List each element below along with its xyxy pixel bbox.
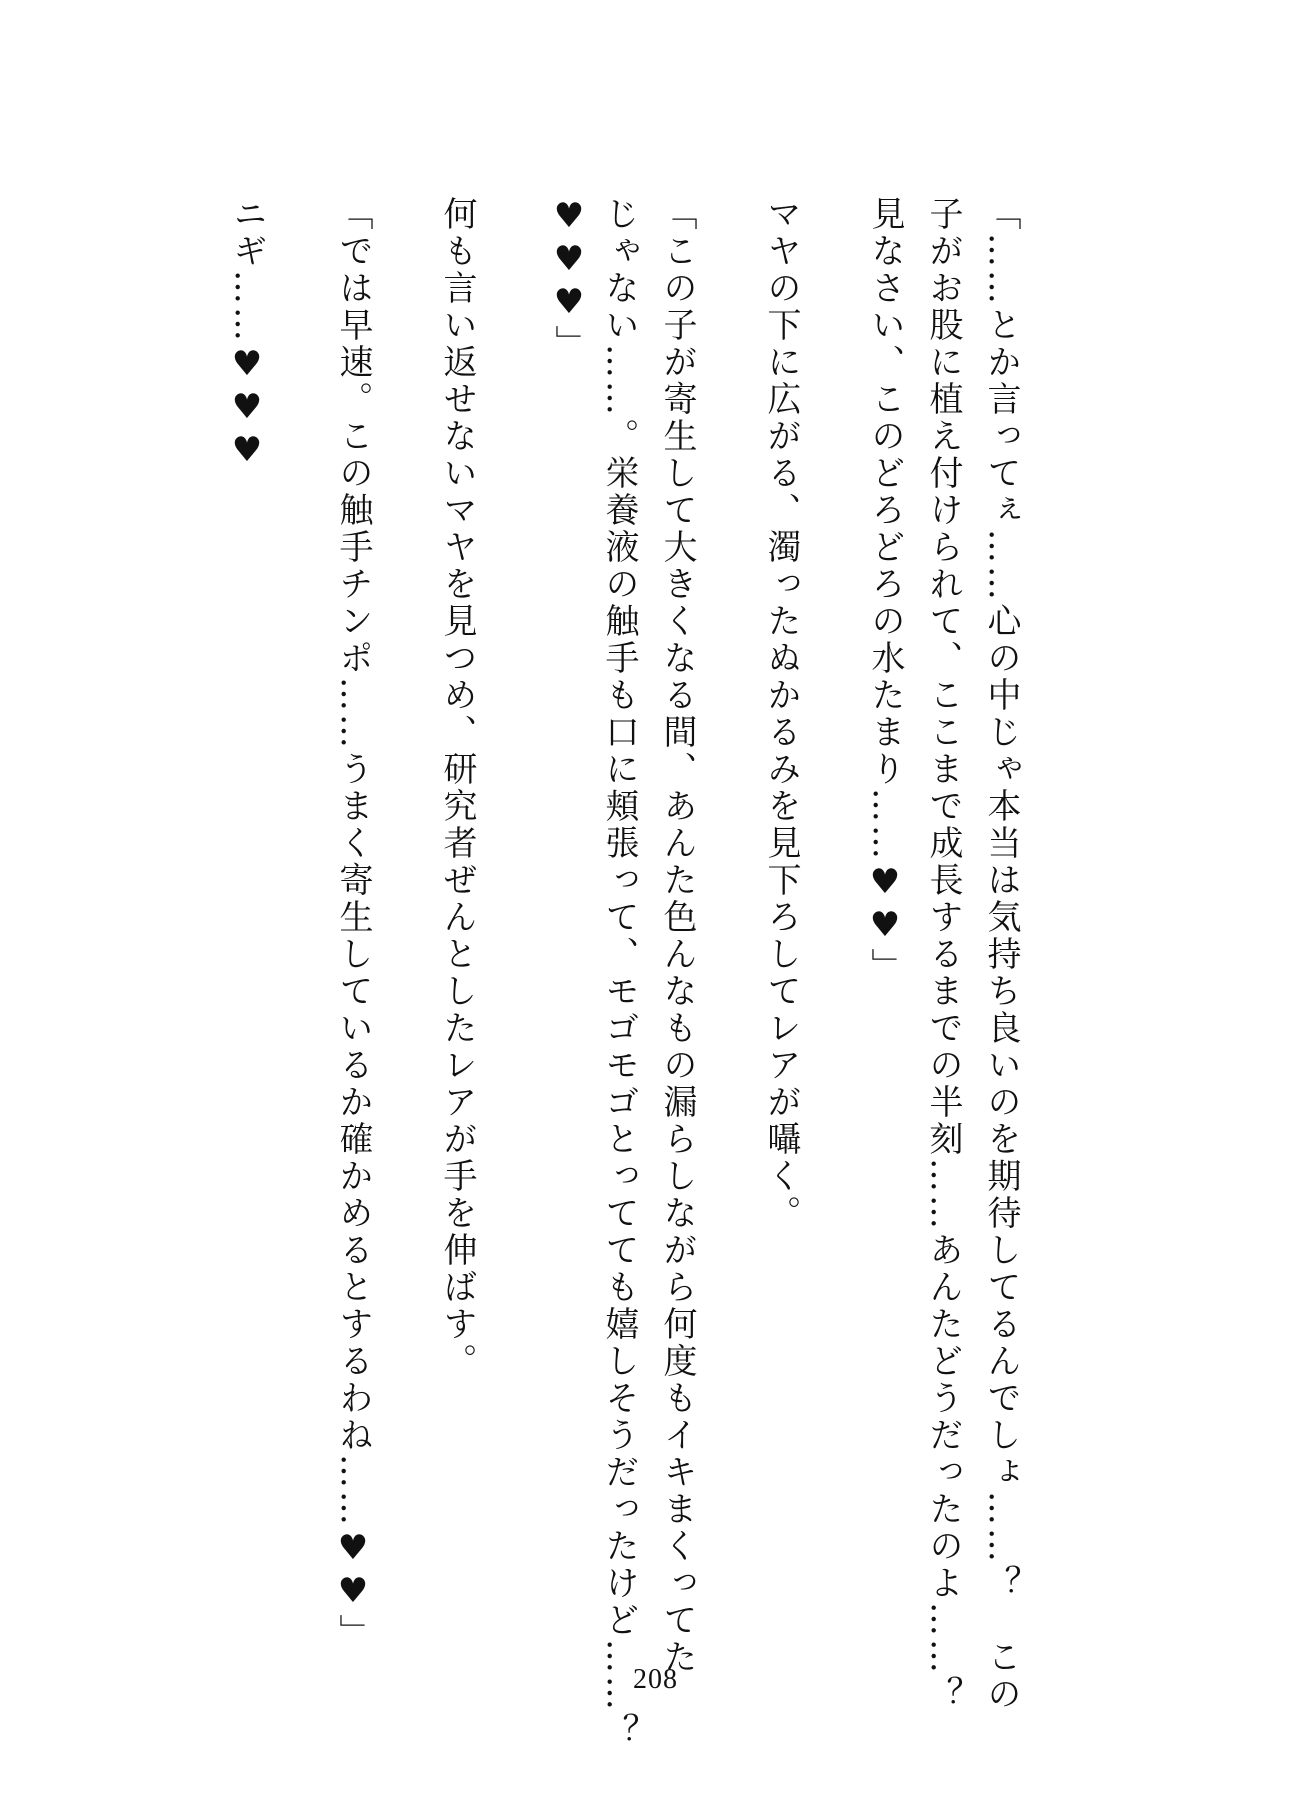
text-line-7: ♥♥♥」 [549,196,589,362]
text-line-6: じゃない……。栄養液の触手も口に頬張って、モゴモゴとってても嬉しそうだったけど……？ [599,196,639,1750]
text-line-2: 子がお股に植え付けられて、ここまで成長するまでの半刻……あんたどうだったのよ……？ [923,196,963,1713]
text-line-5: 「この子が寄生して大きくなる間、あんた色んなもの漏らしながら何度もイキまくってた [657,196,697,1676]
page-number: 208 [633,1664,678,1695]
text-line-9: 「では早速。この触手チンポ……うまく寄生しているか確かめるとするわね……♥♥」 [333,196,373,1651]
text-line-8: 何も言い返せないマヤを見つめ、研究者ぜんとしたレアが手を伸ばす。 [437,196,477,1380]
text-line-1: 「……とか言ってぇ……心の中じゃ本当は気持ち良いのを期待してるんでしょ……？ この [981,196,1021,1713]
text-line-10: ニギ……♥♥♥ [227,196,267,473]
text-line-4: マヤの下に広がる、濁ったぬかるみを見下ろしてレアが囁く。 [761,196,801,1232]
text-line-3: 見なさい、このどろどろの水たまり……♥♥」 [865,196,905,985]
